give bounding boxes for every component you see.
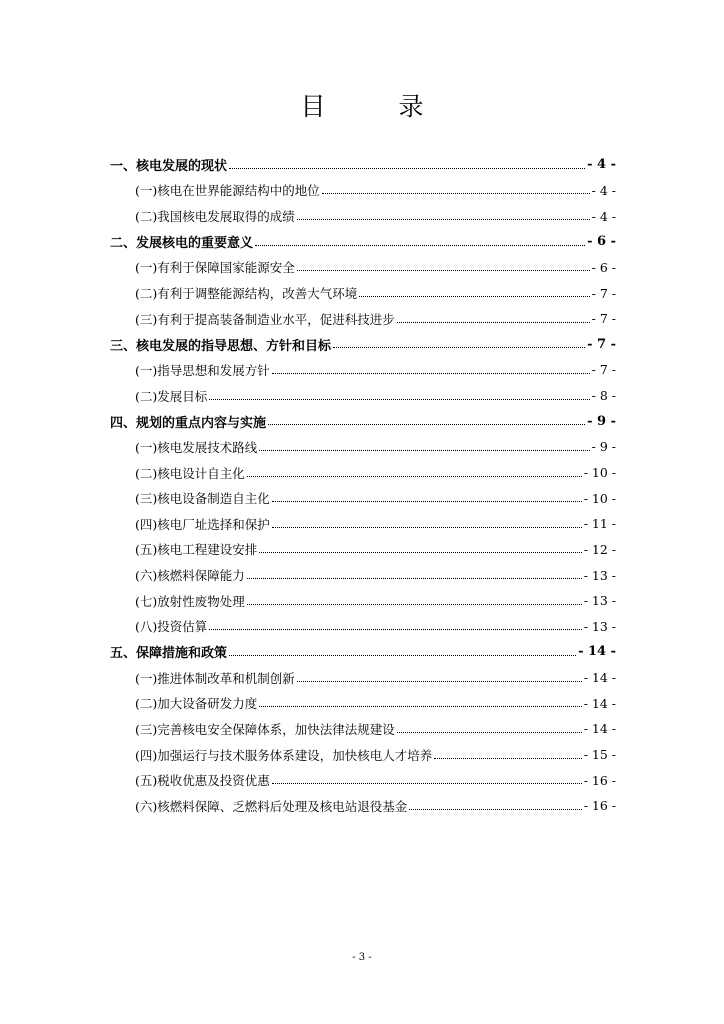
toc-entry-title: 五、保障措施和政策	[110, 646, 228, 662]
toc-entry-page: - 16 -	[583, 798, 616, 814]
toc-entry-page: - 7 -	[591, 285, 616, 301]
toc-entry-title: (二)我国核电发展取得的成绩	[135, 209, 295, 225]
toc-dot-leader	[397, 321, 590, 323]
toc-entry[interactable]	[110, 280, 616, 306]
toc-entry-page: - 13 -	[583, 593, 616, 609]
toc-entry[interactable]	[110, 588, 616, 614]
toc-entry-title: 四、规划的重点内容与实施	[110, 415, 267, 431]
toc-entry-page: - 7 -	[587, 336, 616, 352]
toc-entry[interactable]	[110, 639, 616, 665]
toc-entry-page: - 6 -	[591, 259, 616, 275]
toc-entry-title: 二、发展核电的重要意义	[110, 236, 254, 252]
toc-entry-page: - 11 -	[583, 516, 616, 532]
toc-entry-title: (八)投资估算	[135, 619, 208, 635]
toc-entry[interactable]	[110, 614, 616, 640]
toc-entry[interactable]	[110, 306, 616, 332]
toc-dot-leader	[359, 295, 589, 297]
toc-entry-title: (二)有利于调整能源结构，改善大气环境	[135, 286, 358, 302]
toc-dot-leader	[229, 167, 585, 169]
toc-entry-page: - 7 -	[591, 362, 616, 378]
toc-entry[interactable]	[110, 408, 616, 434]
toc-entry[interactable]	[110, 255, 616, 281]
toc-entry[interactable]	[110, 203, 616, 229]
toc-dot-leader	[259, 705, 581, 707]
toc-entry-title: (三)核电设备制造自主化	[135, 491, 270, 507]
toc-entry[interactable]	[110, 460, 616, 486]
toc-dot-leader	[247, 475, 582, 477]
toc-entry[interactable]	[110, 357, 616, 383]
toc-entry[interactable]	[110, 152, 616, 178]
toc-entry-page: - 12 -	[583, 541, 616, 557]
toc-entry-page: - 7 -	[591, 311, 616, 327]
toc-entry-page: - 13 -	[583, 567, 616, 583]
toc-entry-title: 三、核电发展的指导思想、方针和目标	[110, 338, 332, 354]
toc-entry-page: - 15 -	[583, 747, 616, 763]
page-number: - 3 -	[352, 952, 372, 963]
toc-entry[interactable]	[110, 690, 616, 716]
toc-dot-leader	[322, 192, 590, 194]
table-of-contents	[110, 152, 616, 819]
toc-entry[interactable]	[110, 716, 616, 742]
toc-entry-title: (一)推进体制改革和机制创新	[135, 670, 295, 686]
toc-entry-title: (七)放射性废物处理	[135, 593, 245, 609]
toc-entry-page: - 16 -	[583, 772, 616, 788]
toc-entry-title: (一)核电在世界能源结构中的地位	[135, 183, 320, 199]
toc-entry-title: (三)完善核电安全保障体系，加快法律法规建设	[135, 721, 395, 737]
toc-entry[interactable]	[110, 511, 616, 537]
toc-entry-page: - 14 -	[578, 644, 616, 660]
toc-dot-leader	[297, 680, 582, 682]
toc-entry[interactable]	[110, 742, 616, 768]
toc-dot-leader	[272, 526, 582, 528]
toc-dot-leader	[209, 628, 581, 630]
toc-entry[interactable]	[110, 793, 616, 819]
toc-entry-page: - 4 -	[591, 182, 616, 198]
toc-entry-page: - 10 -	[583, 465, 616, 480]
toc-dot-leader	[272, 782, 582, 784]
toc-dot-leader	[247, 577, 582, 579]
toc-entry-page: - 14 -	[583, 670, 616, 686]
toc-dot-leader	[229, 654, 576, 656]
toc-dot-leader	[209, 398, 589, 400]
toc-entry-title: (六)核燃料保障、乏燃料后处理及核电站退役基金	[135, 798, 408, 814]
toc-entry[interactable]	[110, 665, 616, 691]
toc-entry-page: - 4 -	[587, 157, 616, 173]
toc-entry[interactable]	[110, 383, 616, 409]
toc-entry[interactable]	[110, 178, 616, 204]
toc-entry-page: - 6 -	[587, 234, 616, 250]
toc-entry-title: (二)加大设备研发力度	[135, 696, 258, 712]
toc-dot-leader	[272, 372, 590, 374]
toc-entry[interactable]	[110, 767, 616, 793]
toc-dot-leader	[255, 244, 585, 246]
toc-dot-leader	[297, 218, 590, 220]
toc-entry[interactable]	[110, 434, 616, 460]
toc-entry-title: (五)税收优惠及投资优惠	[135, 773, 270, 789]
toc-entry-page: - 10 -	[583, 490, 616, 506]
toc-entry[interactable]	[110, 562, 616, 588]
page-title: 目 录	[300, 92, 448, 121]
toc-entry-title: (二)发展目标	[135, 388, 208, 404]
toc-entry-page: - 14 -	[583, 695, 616, 711]
toc-entry[interactable]	[110, 229, 616, 255]
toc-entry-page: - 13 -	[583, 618, 616, 634]
toc-entry-page: - 9 -	[587, 413, 616, 429]
toc-dot-leader	[259, 551, 581, 553]
toc-entry-page: - 4 -	[591, 208, 616, 224]
toc-entry-title: (六)核燃料保障能力	[135, 568, 245, 584]
toc-dot-leader	[434, 757, 581, 759]
toc-entry-page: - 9 -	[591, 439, 616, 455]
toc-entry-title: (三)有利于提高装备制造业水平，促进科技进步	[135, 311, 395, 327]
toc-entry-title: (四)核电厂址选择和保护	[135, 516, 270, 532]
toc-entry-title: (二)核电设计自主化	[135, 465, 245, 481]
toc-dot-leader	[272, 500, 582, 502]
toc-entry[interactable]	[110, 331, 616, 357]
toc-entry-title: (四)加强运行与技术服务体系建设，加快核电人才培养	[135, 747, 433, 763]
toc-dot-leader	[297, 269, 590, 271]
toc-entry[interactable]	[110, 485, 616, 511]
toc-dot-leader	[333, 346, 585, 348]
toc-entry-title: 一、核电发展的现状	[110, 159, 228, 175]
toc-entry-page: - 14 -	[583, 721, 616, 737]
toc-dot-leader	[247, 603, 582, 605]
toc-entry-title: (五)核电工程建设安排	[135, 542, 258, 558]
toc-dot-leader	[397, 731, 582, 733]
toc-dot-leader	[268, 423, 585, 425]
toc-dot-leader	[259, 449, 589, 451]
toc-dot-leader	[409, 808, 581, 810]
toc-entry-page: - 8 -	[591, 388, 616, 404]
toc-entry[interactable]	[110, 537, 616, 563]
toc-entry-title: (一)有利于保障国家能源安全	[135, 260, 295, 276]
toc-entry-title: (一)核电发展技术路线	[135, 439, 258, 455]
toc-entry-title: (一)指导思想和发展方针	[135, 362, 270, 378]
